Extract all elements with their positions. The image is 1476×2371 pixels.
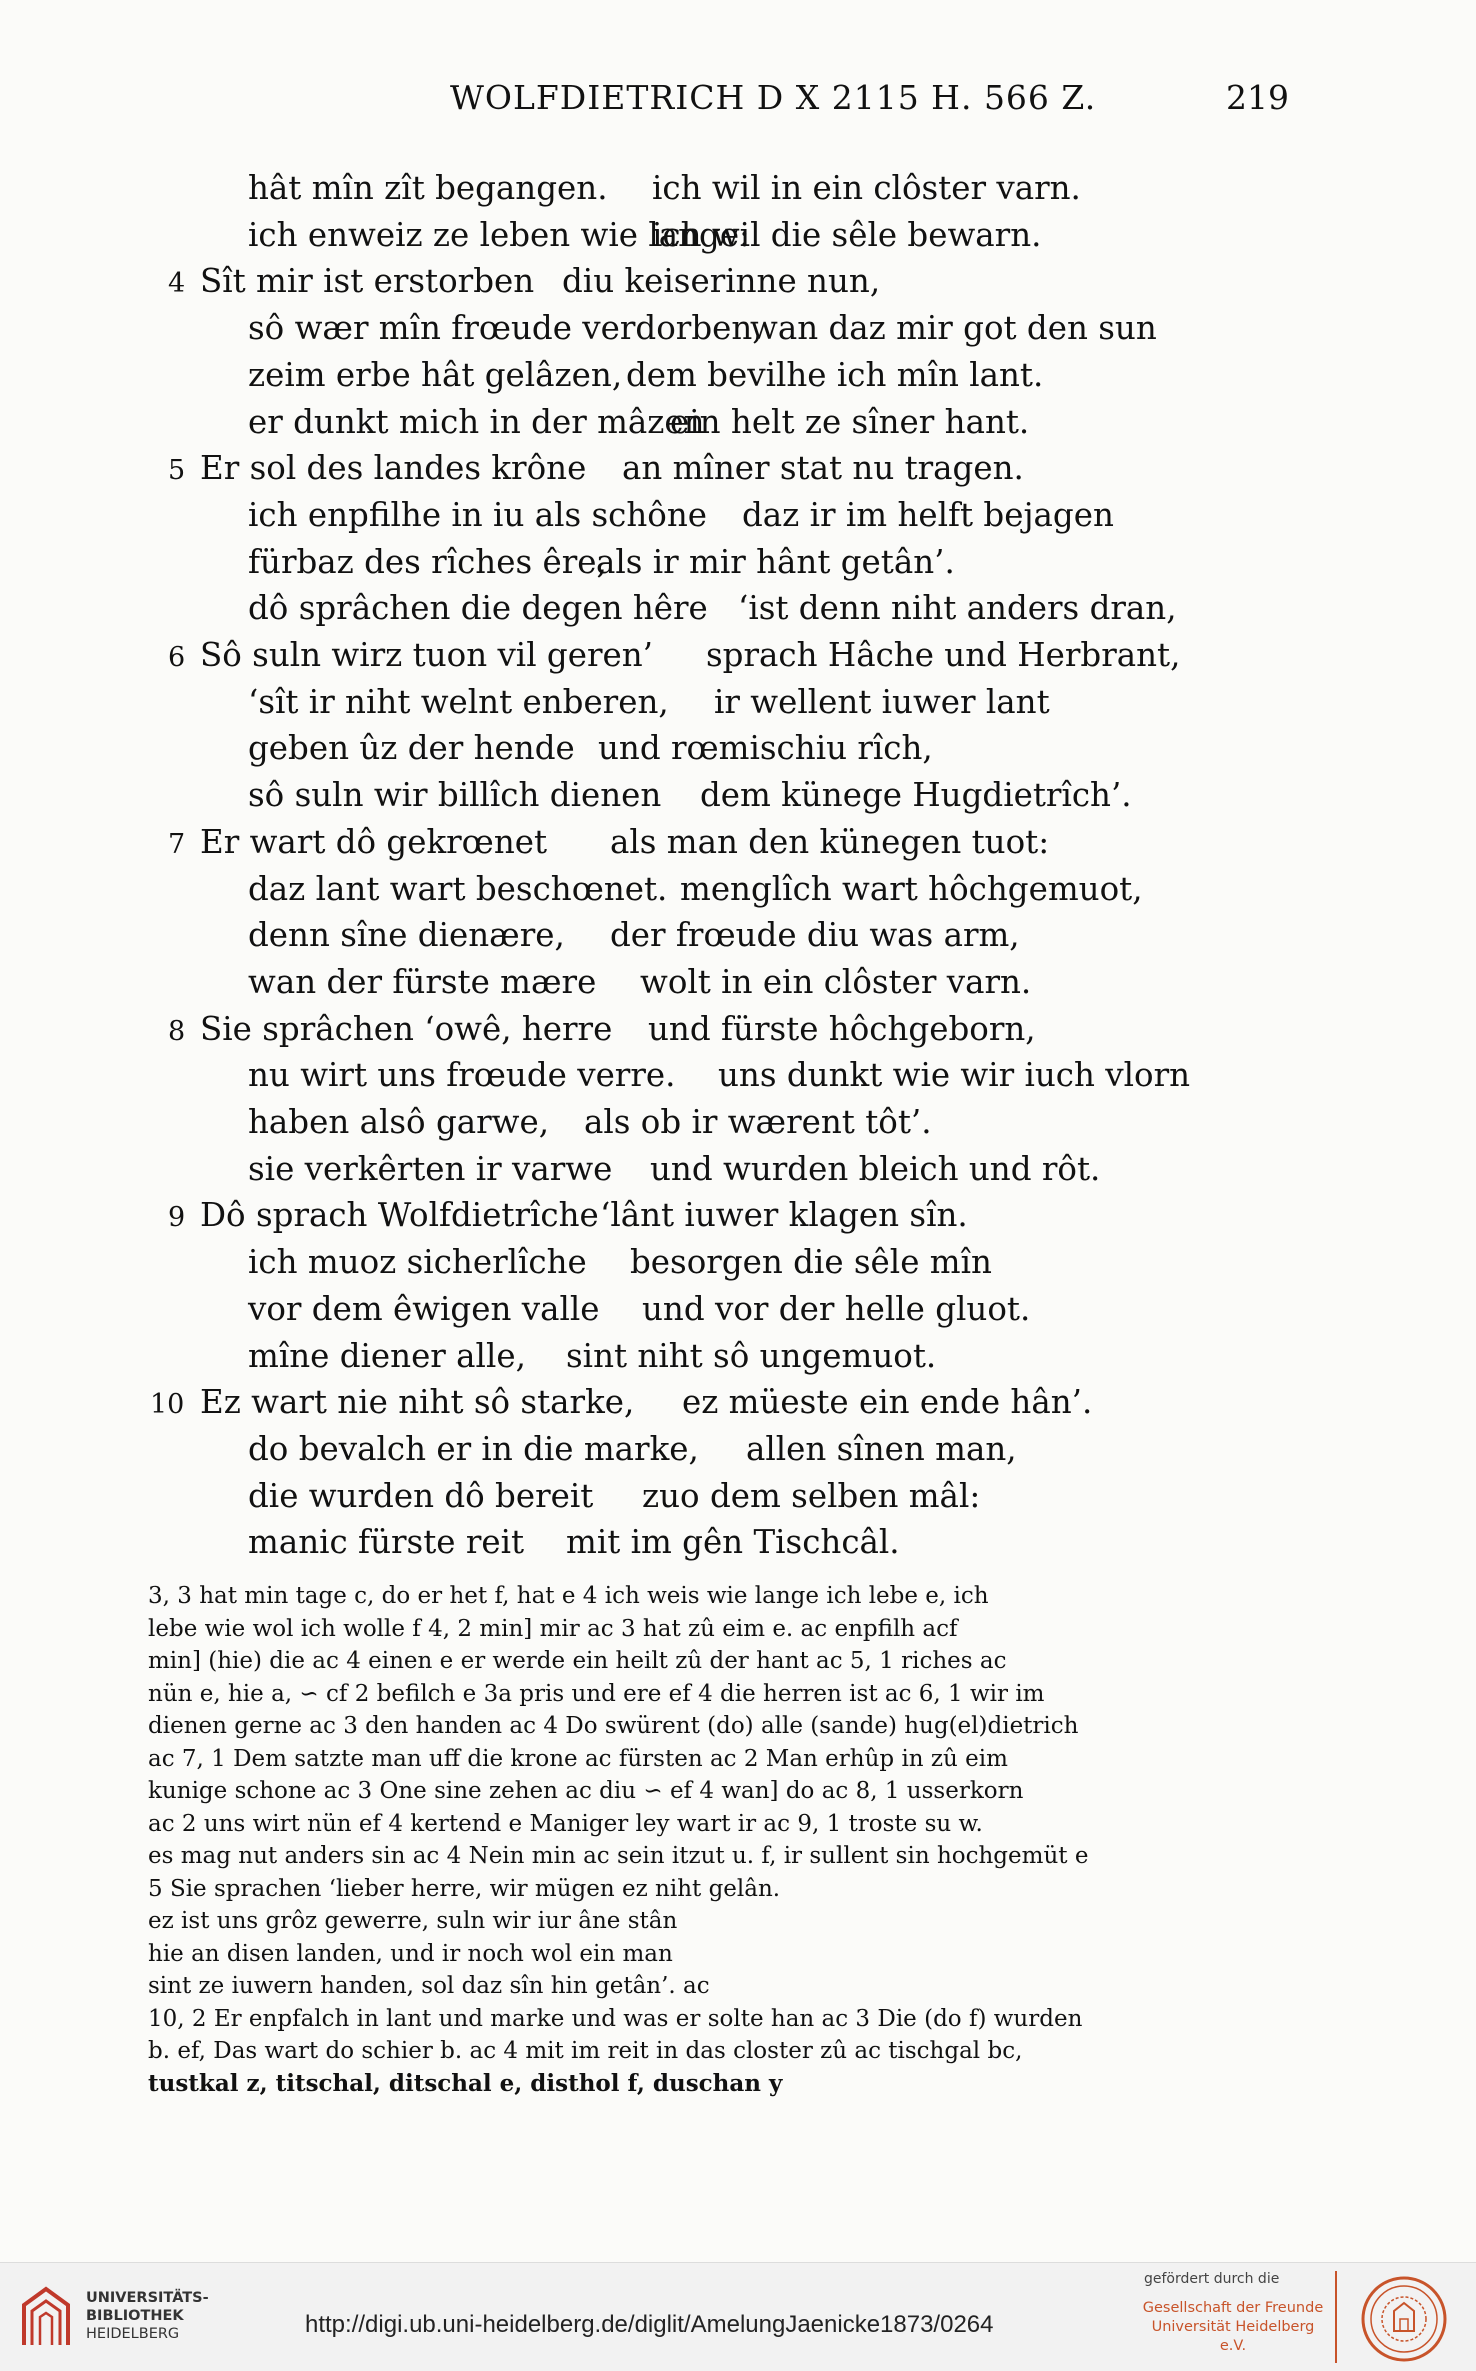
verse-line: [0, 819, 1476, 865]
strophe-number: 8: [168, 1015, 186, 1047]
first-half-line: wan der fürste mære: [248, 962, 597, 1001]
verse-line: [0, 1146, 1476, 1192]
first-half-line: ich enweiz ze leben wie lange:: [248, 215, 751, 254]
apparatus-line: ez ist uns grôz gewerre, suln wir iur âne stân: [148, 1908, 678, 1934]
footer-divider: [1335, 2271, 1337, 2363]
university-seal-icon: [1360, 2275, 1448, 2363]
apparatus-line: b. ef, Das wart do schier b. ac 4 mit im reit in das closter zû ac tischgal bc,: [148, 2038, 1023, 2064]
first-half-line: ich muoz sicherlîche: [248, 1243, 587, 1282]
verse-line: [0, 165, 1476, 211]
second-half-line: als ob ir wærent tôt’.: [584, 1103, 932, 1141]
apparatus-line: ac 2 uns wirt nün ef 4 kertend e Maniger ley wart ir ac 9, 1 troste su w.: [148, 1810, 983, 1837]
second-half-line: der frœude diu was arm,: [610, 916, 1020, 955]
second-half-line: und vor der helle gluot.: [642, 1289, 1031, 1328]
second-half-line: als man den künegen tuot:: [610, 822, 1050, 861]
second-half-line: ein helt ze sîner hant.: [670, 402, 1030, 441]
second-half-line: ich wil die sêle bewarn.: [652, 215, 1042, 254]
second-half-line: dem bevilhe ich mîn lant.: [626, 355, 1044, 394]
second-half-line: an mîner stat nu tragen.: [622, 449, 1024, 488]
second-half-line: dem künege Hugdietrîch’.: [700, 776, 1132, 815]
apparatus-line: tustkal z, titschal, ditschal e, disthol f, duschan y: [148, 2069, 783, 2097]
second-half-line: daz ir im helft bejagen: [742, 495, 1114, 534]
first-half-line: Sît mir ist erstorben: [200, 262, 535, 301]
second-half-line: uns dunkt wie wir iuch vlorn: [718, 1056, 1191, 1095]
second-half-line: ez müeste ein ende hân’.: [682, 1383, 1093, 1422]
first-half-line: sô suln wir billîch dienen: [248, 776, 662, 815]
verse-line: [0, 679, 1476, 725]
first-half-line: Dô sprach Wolfdietrîche: [200, 1196, 599, 1235]
first-half-line: Ez wart nie niht sô starke,: [200, 1383, 635, 1422]
verse-line: [0, 399, 1476, 445]
sponsor-society[interactable]: [1142, 2299, 1324, 2356]
second-half-line: sprach Hâche und Herbrant,: [706, 636, 1181, 674]
apparatus-line: kunige schone ac 3 One sine zehen ac diu ∽ ef 4 wan] do ac 8, 1 usserkorn: [148, 1778, 1024, 1804]
second-half-line: besorgen die sêle mîn: [630, 1243, 992, 1282]
strophe-number: 4: [168, 268, 186, 300]
first-half-line: denn sîne dienære,: [248, 916, 565, 955]
verse-line: [0, 912, 1476, 958]
first-half-line: zeim erbe hât gelâzen,: [248, 355, 623, 394]
second-half-line: allen sînen man,: [746, 1429, 1017, 1468]
verse-line: [0, 1099, 1476, 1145]
verse-line: [0, 1052, 1476, 1098]
strophe-number: 9: [168, 1202, 186, 1234]
first-half-line: geben ûz der hende: [248, 729, 575, 768]
first-half-line: Er sol des landes krône: [200, 449, 587, 488]
verse-line: [0, 959, 1476, 1005]
apparatus-line: sint ze iuwern handen, sol daz sîn hin getân’. ac: [148, 1973, 710, 1999]
critical-apparatus: [148, 1580, 1298, 2100]
verse-line: [0, 258, 1476, 304]
first-half-line: er dunkt mich in der mâzen: [248, 402, 705, 441]
first-half-line: dô sprâchen die degen hêre: [248, 589, 708, 628]
page-number: 219: [1226, 78, 1289, 117]
first-half-line: die wurden dô bereit: [248, 1476, 594, 1515]
first-half-line: Sie sprâchen ‘owê, herre: [200, 1009, 613, 1048]
strophe-number: 6: [168, 642, 186, 673]
first-half-line: fürbaz des rîches êre,: [248, 542, 607, 581]
society-name-line: Universität Heidelberg e.V.: [1151, 2319, 1315, 2354]
verse-line: [0, 1473, 1476, 1519]
verse-line: [0, 1379, 1476, 1425]
apparatus-line: dienen gerne ac 3 den handen ac 4 Do swürent (do) alle (sande) hug(el)dietrich: [148, 1713, 1079, 1739]
first-half-line: do bevalch er in die marke,: [248, 1429, 699, 1468]
library-name-line: BIBLIOTHEK: [86, 2308, 184, 2324]
verse-line: [0, 1519, 1476, 1565]
verse-line: [0, 632, 1476, 678]
society-name-line: Gesellschaft der Freunde: [1142, 2300, 1324, 2316]
apparatus-line: nün e, hie a, ∽ cf 2 befilch e 3a pris und ere ef 4 die herren ist ac 6, 1 wir im: [148, 1680, 1045, 1707]
verse-line: [0, 1286, 1476, 1332]
page-header: [0, 78, 1476, 122]
second-half-line: mit im gên Tischcâl.: [566, 1523, 900, 1562]
verse-line: [0, 492, 1476, 538]
verse-line: [0, 539, 1476, 585]
second-half-line: ir wellent iuwer lant: [714, 682, 1050, 721]
second-half-line: und wurden bleich und rôt.: [650, 1149, 1101, 1188]
second-half-line: wolt in ein clôster varn.: [640, 962, 1032, 1001]
apparatus-line: ac 7, 1 Dem satzte man uff die krone ac fürsten ac 2 Man erhûp in zû eim: [148, 1745, 1008, 1772]
first-half-line: mîne diener alle,: [248, 1336, 526, 1375]
first-half-line: haben alsô garwe,: [248, 1103, 550, 1141]
second-half-line: diu keiserinne nun,: [562, 262, 881, 301]
verse-line: [0, 1192, 1476, 1238]
first-half-line: Er wart dô gekrœnet: [200, 822, 548, 861]
verse-line: [0, 305, 1476, 351]
first-half-line: nu wirt uns frœude verre.: [248, 1056, 676, 1095]
library-name-line: HEIDELBERG: [86, 2326, 180, 2342]
verse-line: [0, 352, 1476, 398]
verse-line: [0, 585, 1476, 631]
second-half-line: ich wil in ein clôster varn.: [652, 169, 1081, 207]
first-half-line: daz lant wart beschœnet.: [248, 869, 668, 908]
verse-line: [0, 772, 1476, 818]
verse-line: [0, 445, 1476, 491]
apparatus-line: es mag nut anders sin ac 4 Nein min ac sein itzut u. f, ir sullent sin hochgemüt e: [148, 1843, 1089, 1869]
apparatus-line: hie an disen landen, und ir noch wol ein man: [148, 1940, 673, 1967]
permalink-url[interactable]: http://digi.ub.uni-heidelberg.de/diglit/AmelungJaenicke1873/0264: [305, 2311, 994, 2338]
second-half-line: ‘lânt iuwer klagen sîn.: [600, 1196, 968, 1235]
second-half-line: menglîch wart hôchgemuot,: [680, 869, 1143, 908]
first-half-line: Sô suln wirz tuon vil geren’: [200, 636, 654, 674]
ub-heidelberg-logo-icon[interactable]: [18, 2285, 76, 2351]
apparatus-line: lebe wie wol ich wolle f 4, 2 min] mir ac 3 hat zû eim e. ac enpfilh acf: [148, 1615, 958, 1642]
first-half-line: sie verkêrten ir varwe: [248, 1149, 613, 1188]
library-name-line: UNIVERSITÄTS-: [86, 2290, 209, 2306]
first-half-line: vor dem êwigen valle: [248, 1289, 600, 1328]
verse-line: [0, 866, 1476, 912]
strophe-number: 7: [168, 828, 186, 860]
verse-line: [0, 212, 1476, 258]
first-half-line: sô wær mîn frœude verdorben,: [248, 309, 763, 348]
apparatus-line: 5 Sie sprachen ‘lieber herre, wir mügen ez niht gelân.: [148, 1875, 781, 1902]
verse-line: [0, 1239, 1476, 1285]
second-half-line: und fürste hôchgeborn,: [648, 1009, 1036, 1048]
verse-line: [0, 1426, 1476, 1472]
first-half-line: hât mîn zît begangen.: [248, 169, 608, 207]
library-name: [86, 2289, 209, 2343]
first-half-line: ‘sît ir niht welnt enberen,: [248, 682, 669, 721]
sponsor-note: gefördert durch die: [1144, 2271, 1280, 2287]
second-half-line: wan daz mir got den sun: [750, 309, 1157, 348]
apparatus-line: min] (hie) die ac 4 einen e er werde ein heilt zû der hant ac 5, 1 riches ac: [148, 1648, 1007, 1674]
strophe-number: 5: [168, 455, 186, 487]
footer-bar: [0, 2262, 1476, 2371]
second-half-line: ‘ist denn niht anders dran,: [738, 589, 1177, 628]
first-half-line: manic fürste reit: [248, 1523, 525, 1562]
first-half-line: ich enpfilhe in iu als schône: [248, 495, 708, 534]
strophe-number: 10: [150, 1389, 185, 1421]
apparatus-line: 10, 2 Er enpfalch in lant und marke und was er solte han ac 3 Die (do f) wurden: [148, 2005, 1083, 2032]
apparatus-line: 3, 3 hat min tage c, do er het f, hat e 4 ich weis wie lange ich lebe e, ich: [148, 1583, 989, 1609]
running-title: WOLFDIETRICH D X 2115 H. 566 Z.: [450, 78, 1097, 117]
verse-line: [0, 1333, 1476, 1379]
second-half-line: als ir mir hânt getân’.: [596, 542, 955, 581]
verse-line: [0, 1006, 1476, 1052]
second-half-line: sint niht sô ungemuot.: [566, 1336, 937, 1375]
verse-line: [0, 725, 1476, 771]
second-half-line: und rœmischiu rîch,: [598, 729, 933, 768]
second-half-line: zuo dem selben mâl:: [642, 1476, 981, 1515]
